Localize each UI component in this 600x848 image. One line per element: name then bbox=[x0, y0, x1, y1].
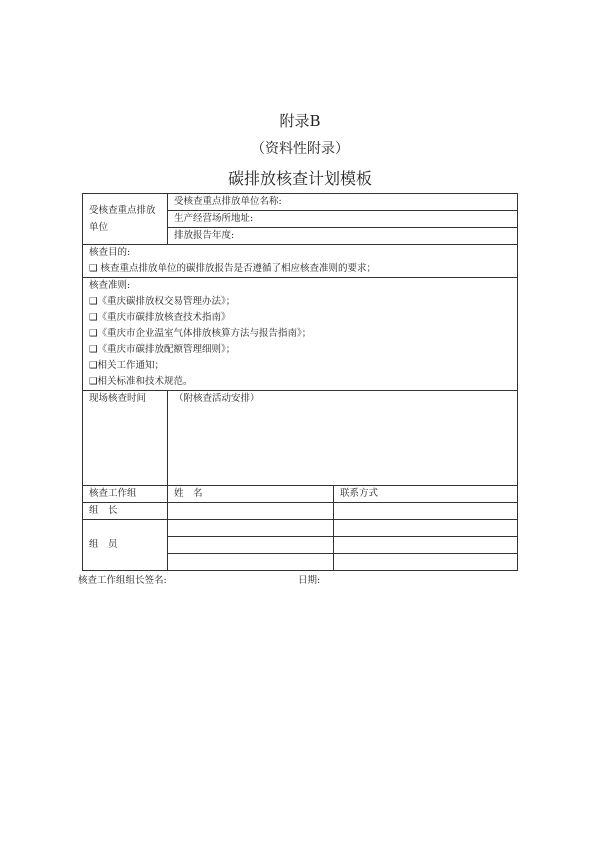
criteria-checkbox-item[interactable]: ❑相关工作通知； bbox=[89, 360, 165, 371]
members-label: 组 员 bbox=[83, 520, 168, 571]
member-name-cell[interactable] bbox=[168, 520, 334, 537]
report-year-field[interactable]: 排放报告年度: bbox=[168, 228, 518, 245]
leader-name-cell[interactable] bbox=[168, 503, 334, 520]
criteria-checkbox-item[interactable]: ❑《重庆市碳排放配额管理细则》； bbox=[89, 344, 236, 355]
leader-signature-label: 核查工作组组长签名: bbox=[78, 575, 167, 586]
criteria-checkbox-item[interactable]: ❑《重庆市碳排放核查技术指南》 bbox=[89, 312, 231, 323]
contact-header: 联系方式 bbox=[334, 486, 518, 503]
criteria-checkbox-item[interactable]: ❑《重庆市企业温室气体排放核算方法与报告指南》； bbox=[89, 328, 312, 339]
site-time-field[interactable]: （附核查活动安排） bbox=[168, 391, 518, 486]
member-contact-cell[interactable] bbox=[334, 520, 518, 537]
criteria-label: 核查准则: bbox=[89, 280, 131, 291]
date-label: 日期: bbox=[298, 575, 321, 586]
member-name-cell[interactable] bbox=[168, 537, 334, 554]
team-header: 核查工作组 bbox=[83, 486, 168, 503]
unit-name-field[interactable]: 受核查重点排放单位名称: bbox=[168, 194, 518, 211]
purpose-label: 核查目的: bbox=[89, 247, 131, 258]
purpose-section bbox=[83, 245, 518, 278]
address-field[interactable]: 生产经营场所地址: bbox=[168, 211, 518, 228]
criteria-checkbox-item[interactable]: ❑相关标准和技术规范。 bbox=[89, 376, 193, 387]
member-name-cell[interactable] bbox=[168, 554, 334, 571]
purpose-checkbox-item[interactable]: ❑ 核查重点排放单位的碳排放报告是否遵循了相应核查准则的要求； bbox=[89, 263, 377, 274]
leader-contact-cell[interactable] bbox=[334, 503, 518, 520]
leader-label: 组 长 bbox=[83, 503, 168, 520]
criteria-section bbox=[83, 278, 518, 391]
member-contact-cell[interactable] bbox=[334, 554, 518, 571]
criteria-checkbox-item[interactable]: ❑《重庆碳排放权交易管理办法》； bbox=[89, 296, 236, 307]
template-heading: 碳排放核查计划模板 bbox=[227, 169, 372, 188]
verification-plan-table bbox=[82, 193, 518, 571]
appendix-title: 附录B bbox=[279, 112, 321, 130]
site-time-label: 现场核查时间 bbox=[83, 391, 168, 486]
member-contact-cell[interactable] bbox=[334, 537, 518, 554]
name-header: 姓 名 bbox=[168, 486, 334, 503]
unit-label: 受核查重点排放单位 bbox=[83, 194, 168, 245]
appendix-subtitle: （资料性附录） bbox=[251, 141, 349, 157]
